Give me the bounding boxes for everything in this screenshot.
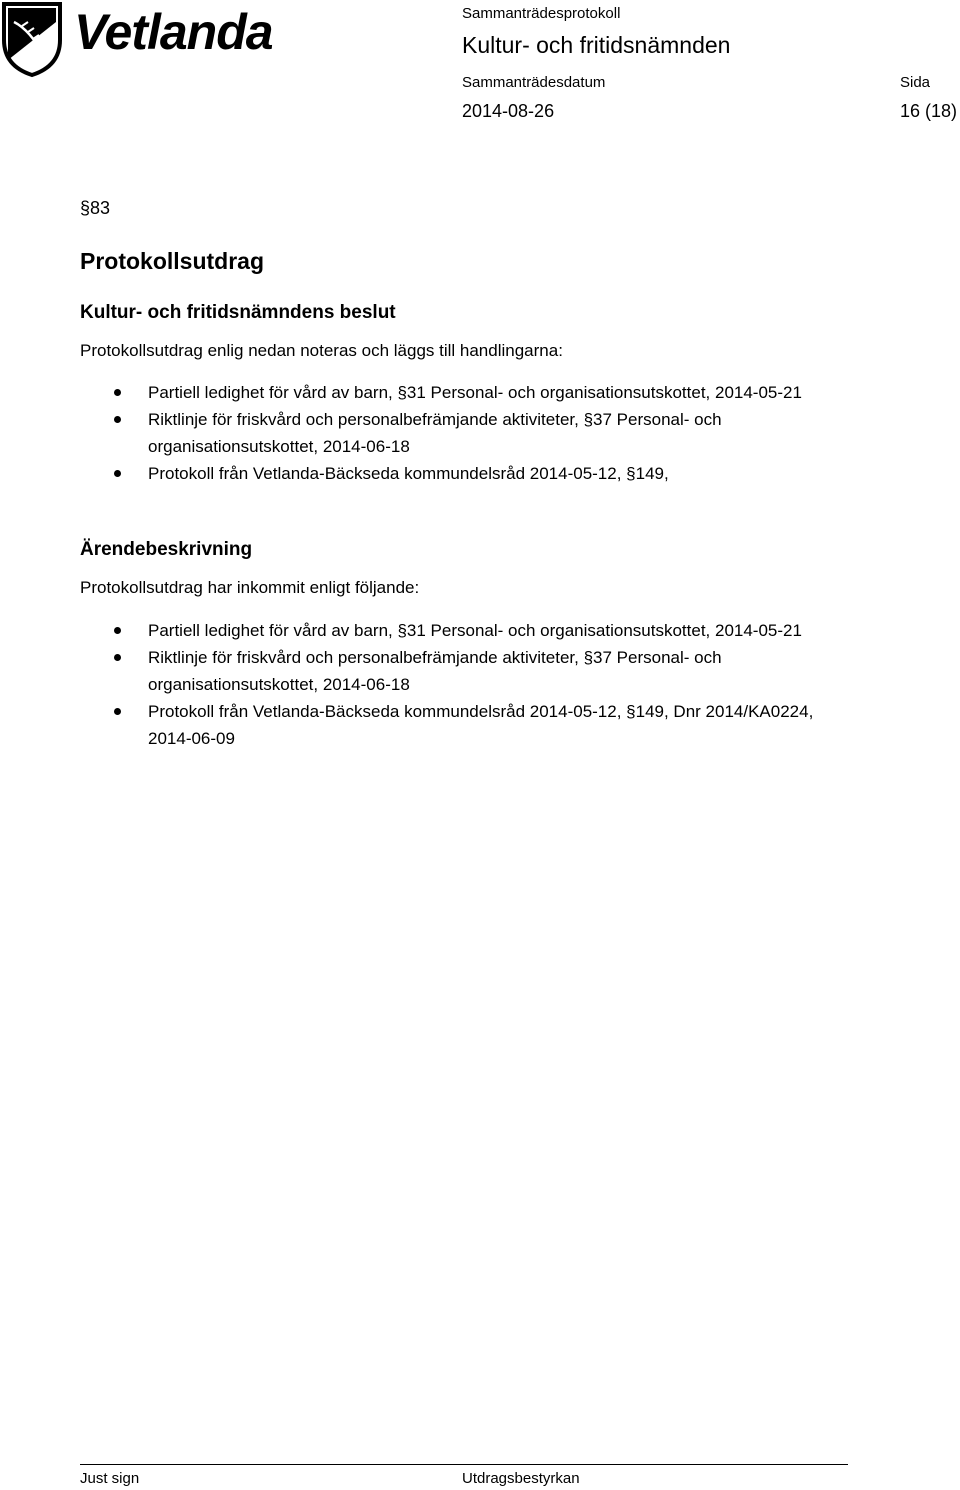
committee-name: Kultur- och fritidsnämnden bbox=[462, 32, 731, 58]
footer-signature-label: Just sign bbox=[80, 1470, 140, 1487]
list-item: Riktlinje för friskvård och personalbefrämjande aktiviteter, §37 Personal- och organisationsutskottet, 2014-06-18 bbox=[114, 644, 848, 698]
municipality-logo bbox=[0, 0, 300, 78]
list-item: Protokoll från Vetlanda-Bäckseda kommundelsråd 2014-05-12, §149, bbox=[114, 460, 848, 487]
description-text: Protokollsutdrag har inkommit enligt följande: bbox=[80, 578, 420, 597]
meeting-date-label: Sammanträdesdatum bbox=[462, 74, 606, 91]
coat-of-arms-icon bbox=[0, 0, 64, 78]
meeting-date: 2014-08-26 bbox=[462, 101, 555, 121]
decision-list bbox=[114, 379, 848, 487]
list-item: Protokoll från Vetlanda-Bäckseda kommundelsråd 2014-05-12, §149, Dnr 2014/KA0224, 2014-06-09 bbox=[114, 698, 848, 752]
description-heading: Ärendebeskrivning bbox=[80, 539, 253, 560]
section-title: Protokollsutdrag bbox=[80, 248, 265, 274]
list-item: Riktlinje för friskvård och personalbefrämjande aktiviteter, §37 Personal- och organisationsutskottet, 2014-06-18 bbox=[114, 406, 848, 460]
list-item: Partiell ledighet för vård av barn, §31 Personal- och organisationsutskottet, 2014-05-21 bbox=[114, 617, 848, 644]
section-number: §83 bbox=[80, 198, 111, 218]
list-item: Partiell ledighet för vård av barn, §31 Personal- och organisationsutskottet, 2014-05-21 bbox=[114, 379, 848, 406]
description-list bbox=[114, 617, 848, 752]
page-label: Sida bbox=[900, 74, 931, 91]
footer-certification-label: Utdragsbestyrkan bbox=[462, 1470, 580, 1487]
logo-wordmark: Vetlanda bbox=[74, 4, 273, 60]
decision-heading: Kultur- och fritidsnämndens beslut bbox=[80, 302, 396, 323]
doc-type-label: Sammanträdesprotokoll bbox=[462, 5, 621, 22]
page-number: 16 (18) bbox=[900, 101, 958, 121]
decision-text: Protokollsutdrag enlig nedan noteras och läggs till handlingarna: bbox=[80, 341, 563, 360]
footer-rule bbox=[80, 1464, 848, 1465]
